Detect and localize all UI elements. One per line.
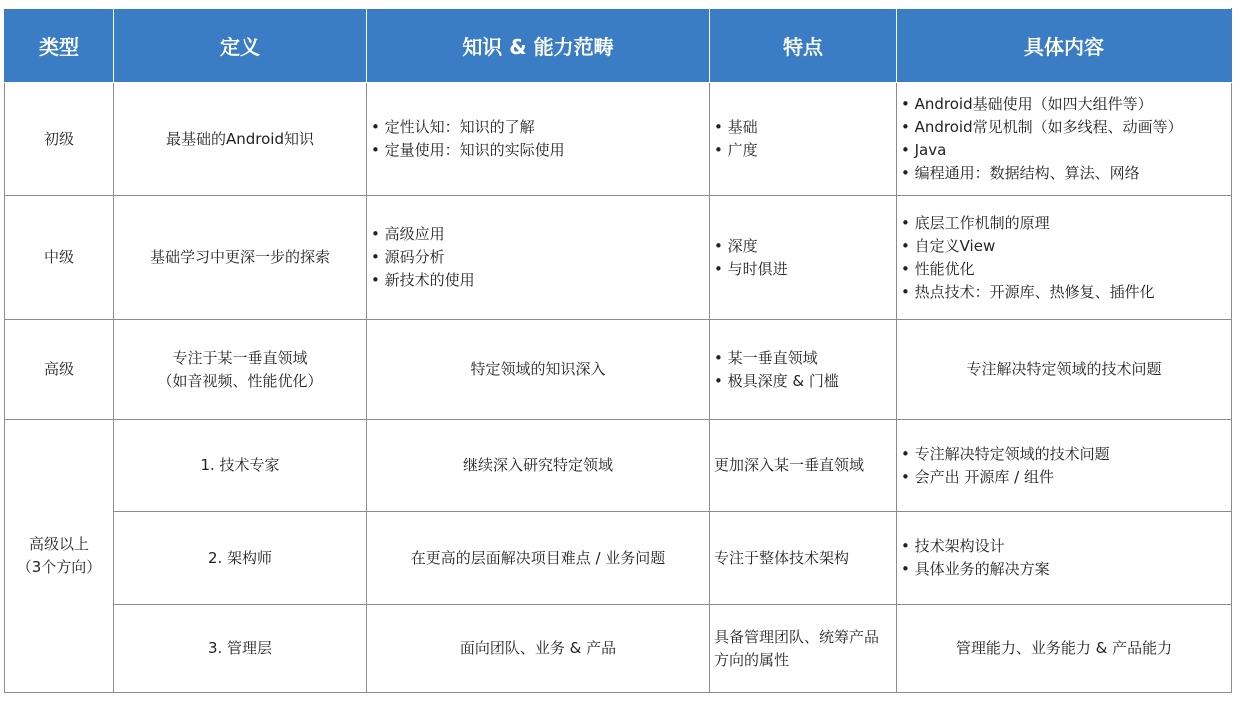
content-cell: 专注解决特定领域的技术问题 [897, 320, 1232, 420]
definition-line: （如音视频、性能优化） [157, 371, 323, 390]
list-item: • 会产出 开源库 / 组件 [901, 466, 1227, 489]
list-item: • 具体业务的解决方案 [901, 558, 1227, 581]
content-cell [897, 196, 1232, 320]
list-item: • 专注解决特定领域的技术问题 [901, 443, 1227, 466]
list-item: • 源码分析 [371, 246, 705, 269]
content-cell [897, 420, 1232, 512]
list-item: • 性能优化 [901, 258, 1227, 281]
header-definition: 定义 [114, 9, 367, 83]
list-item: • Android常见机制（如多线程、动画等） [901, 116, 1227, 139]
list-item: • Java [901, 139, 1227, 162]
scope-cell: 继续深入研究特定领域 [367, 420, 710, 512]
features-cell [710, 83, 897, 196]
content-cell: 管理能力、业务能力 & 产品能力 [897, 605, 1232, 693]
content-cell [897, 83, 1232, 196]
list-item: • 技术架构设计 [901, 535, 1227, 558]
list-item: • 底层工作机制的原理 [901, 212, 1227, 235]
scope-cell [367, 83, 710, 196]
type-cell: 中级 [5, 196, 114, 320]
list-item: • 高级应用 [371, 223, 705, 246]
table-header-row [5, 9, 1232, 83]
table-row-architect [5, 512, 1232, 605]
list-item: • 广度 [714, 139, 892, 162]
type-cell-beyond [5, 420, 114, 693]
scope-cell: 在更高的层面解决项目难点 / 业务问题 [367, 512, 710, 605]
list-item: • 某一垂直领域 [714, 347, 892, 370]
features-cell: 专注于整体技术架构 [710, 512, 897, 605]
table-row-middle [5, 196, 1232, 320]
table-row-senior [5, 320, 1232, 420]
list-item: • 定性认知：知识的了解 [371, 116, 705, 139]
list-item: • 基础 [714, 116, 892, 139]
list-item: • 极具深度 & 门槛 [714, 370, 892, 393]
header-type: 类型 [5, 9, 114, 83]
list-item: • 与时俱进 [714, 258, 892, 281]
features-cell: 更加深入某一垂直领域 [710, 420, 897, 512]
type-cell: 高级 [5, 320, 114, 420]
features-cell: 具备管理团队、统筹产品方向的属性 [710, 605, 897, 693]
list-item: • 自定义View [901, 235, 1227, 258]
scope-cell: 特定领域的知识深入 [367, 320, 710, 420]
list-item: • 热点技术：开源库、热修复、插件化 [901, 281, 1227, 304]
list-item: • 深度 [714, 235, 892, 258]
type-cell: 初级 [5, 83, 114, 196]
content-cell [897, 512, 1232, 605]
type-line: 高级以上 [28, 535, 89, 553]
type-line: （3个方向） [16, 558, 102, 576]
definition-line: 专注于某一垂直领域 [172, 348, 308, 367]
header-scope: 知识 & 能力范畴 [367, 9, 710, 83]
definition-cell: 1. 技术专家 [114, 420, 367, 512]
list-item: • 定量使用：知识的实际使用 [371, 139, 705, 162]
scope-cell [367, 196, 710, 320]
android-skill-level-table [4, 8, 1232, 693]
definition-cell: 3. 管理层 [114, 605, 367, 693]
table-row-expert [5, 420, 1232, 512]
list-item: • Android基础使用（如四大组件等） [901, 93, 1227, 116]
scope-cell: 面向团队、业务 & 产品 [367, 605, 710, 693]
features-cell [710, 320, 897, 420]
header-features: 特点 [710, 9, 897, 83]
definition-cell: 基础学习中更深一步的探索 [114, 196, 367, 320]
list-item: • 编程通用：数据结构、算法、网络 [901, 162, 1227, 185]
header-content: 具体内容 [897, 9, 1232, 83]
table-row-management [5, 605, 1232, 693]
definition-cell [114, 320, 367, 420]
definition-cell: 最基础的Android知识 [114, 83, 367, 196]
list-item: • 新技术的使用 [371, 269, 705, 292]
features-cell [710, 196, 897, 320]
definition-cell: 2. 架构师 [114, 512, 367, 605]
table-row-junior [5, 83, 1232, 196]
